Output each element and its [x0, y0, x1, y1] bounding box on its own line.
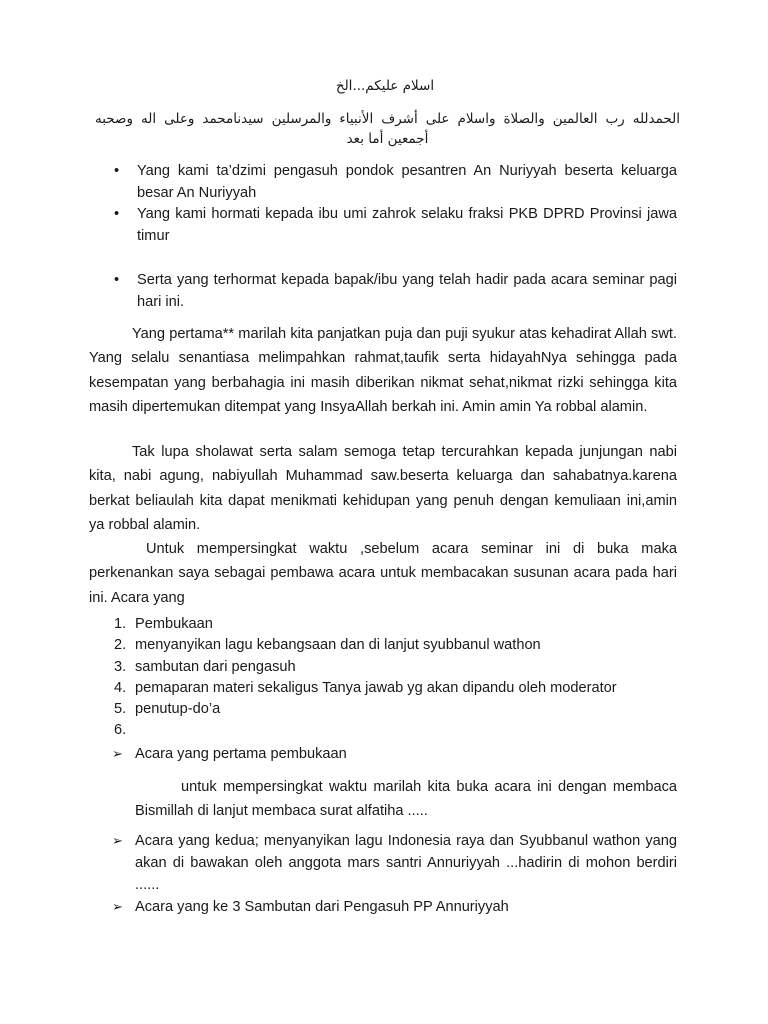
agenda-item	[89, 657, 677, 678]
paragraph-agenda-intro: Untuk mempersingkat waktu ,sebelum acara seminar ini di buka maka perkenankan saya sebagai pembawa acara untuk membacakan susunan acara pada hari ini. Acara yang	[89, 541, 677, 606]
salutation-text: Yang kami hormati kepada ibu umi zahrok selaku fraksi PKB DPRD Provinsi jawa timur	[137, 206, 677, 244]
agenda-list	[89, 614, 677, 742]
segment-text: Acara yang pertama pembukaan	[135, 746, 347, 762]
bullet-marker: •	[114, 206, 120, 222]
agenda-text: penutup-do’a	[135, 701, 221, 718]
segment-item	[89, 896, 677, 918]
salutation-list-continued	[89, 270, 677, 313]
arrow-marker: ➢	[112, 899, 123, 914]
agenda-item	[89, 614, 677, 635]
paragraph-sholawat: Tak lupa sholawat serta salam semoga tetap tercurahkan kepada junjungan nabi kita, nabi agung, nabiyullah Muhammad saw.beserta keluarga dan sahabatnya.karena berkat beliaulah kita dapat menikmati kehidupan yang penuh dengan kemuliaan ini,amin ya robbal alamin.	[89, 444, 677, 533]
agenda-number: 2.	[114, 637, 127, 654]
bullet-marker: •	[114, 272, 120, 288]
arrow-marker: ➢	[112, 746, 123, 761]
agenda-text: Pembukaan	[135, 616, 213, 632]
arabic-opening-praise: الحمدلله رب العالمين والصلاة واسلام على أشرف الأنبياء والمرسلين سيدنامحمد وعلى اله وصحبه أجمعين أما بعد	[95, 111, 680, 147]
agenda-item	[89, 720, 677, 741]
salutation-list	[89, 161, 677, 247]
agenda-text: pemaparan materi sekaligus Tanya jawab yg akan dipandu oleh moderator	[135, 679, 617, 696]
salutation-text: Serta yang terhormat kepada bapak/ibu yang telah hadir pada acara seminar pagi hari ini.	[137, 272, 677, 310]
agenda-number: 5.	[114, 701, 127, 718]
agenda-item	[89, 678, 677, 699]
segment-list-first	[89, 743, 677, 765]
arrow-marker: ➢	[112, 833, 123, 848]
agenda-number: 4.	[114, 679, 127, 696]
segment-list-second	[89, 830, 677, 918]
arabic-greeting: اسلام عليكم...الخ	[335, 78, 435, 94]
salutation-item	[89, 204, 677, 247]
agenda-number: 1.	[114, 616, 127, 632]
segment-item	[89, 743, 677, 765]
segment-item	[89, 830, 677, 896]
segment-text: Acara yang ke 3 Sambutan dari Pengasuh PP Annuriyyah	[135, 899, 509, 915]
paragraph-praise: Yang pertama** marilah kita panjatkan puja dan puji syukur atas kehadirat Allah swt. Yang selalu senantiasa melimpahkan rahmat,taufik serta hidayahNya sehingga pada kesempatan yang berbahagia ini masih diberikan nikmat sehat,nikmat rizki sehingga kita masih dipertemukan ditempat yang InsyaAllah berkah ini. Amin amin Ya robbal alamin.	[89, 326, 677, 415]
salutation-item	[89, 270, 677, 313]
agenda-item	[89, 635, 677, 656]
salutation-item	[89, 161, 677, 204]
agenda-number: 3.	[114, 658, 127, 675]
agenda-text: sambutan dari pengasuh	[135, 658, 296, 675]
segment-detail-opening: untuk mempersingkat waktu marilah kita buka acara ini dengan membaca Bismillah di lanjut membaca surat alfatiha .....	[135, 779, 677, 819]
segment-text: Acara yang kedua; menyanyikan lagu Indonesia raya dan Syubbanul wathon yang akan di bawakan oleh anggota mars santri Annuriyyah ...hadirin di mohon berdiri ......	[135, 833, 677, 893]
agenda-item	[89, 699, 677, 720]
agenda-number: 6.	[114, 722, 127, 739]
salutation-text: Yang kami ta’dzimi pengasuh pondok pesantren An Nuriyyah beserta keluarga besar An Nuriyyah	[137, 163, 677, 201]
agenda-text: menyanyikan lagu kebangsaan dan di lanjut syubbanul wathon	[135, 637, 541, 654]
bullet-marker: •	[114, 163, 120, 179]
